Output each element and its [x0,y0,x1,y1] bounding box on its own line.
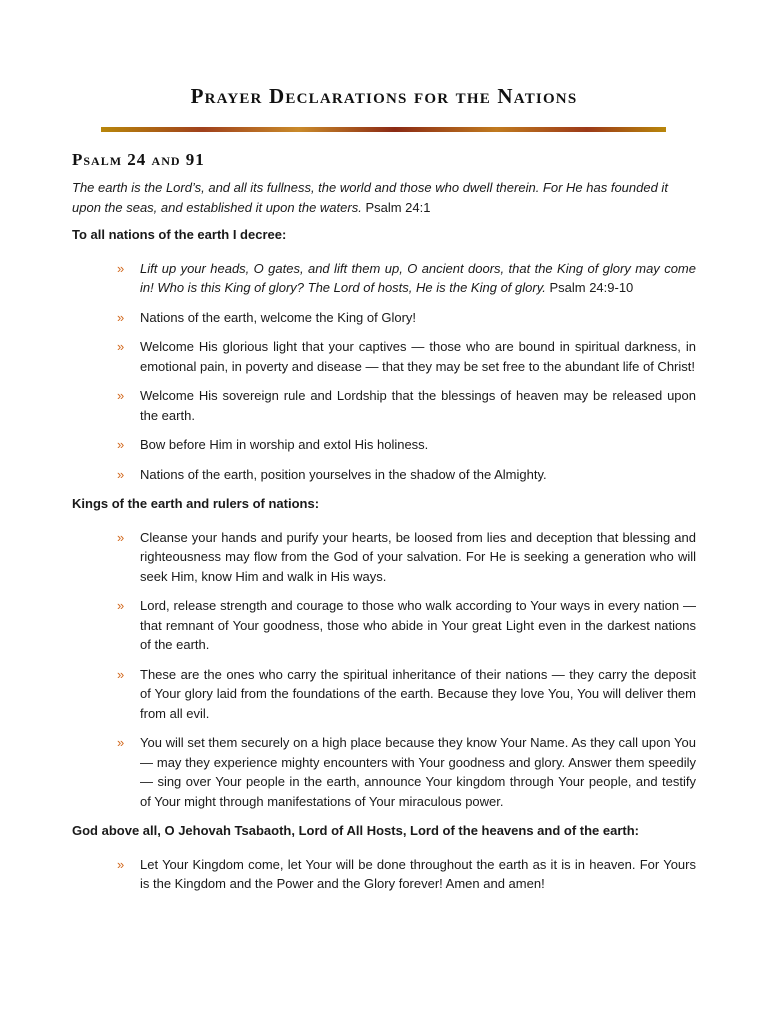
list-item [72,855,696,894]
list-item [72,308,696,328]
declaration-text: These are the ones who carry the spiritual inheritance of their nations — they carry the deposit of Your glory laid from the foundations of the earth. Because they love You, You will deliver them from all evil. [140,666,696,721]
declaration-text: Welcome His sovereign rule and Lordship that the blessings of heaven may be released upon the earth. [140,388,696,423]
decree-heading-god: God above all, O Jehovah Tsabaoth, Lord of All Hosts, Lord of the heavens and of the earth: [72,823,640,838]
declaration-text: Cleanse your hands and purify your hearts, be loosed from lies and deception that blessing and righteousness may flow from the God of your salvation. For He is seeking a generation who will seek Him, know Him and walk in His ways. [140,529,696,584]
chevron-bullet-icon: » [117,529,125,545]
declaration-list-nations [72,259,696,485]
chevron-bullet-icon: » [117,437,125,452]
list-item [72,386,696,425]
declaration-text: Nations of the earth, position yourselves in the shadow of the Almighty. [140,466,547,482]
chevron-bullet-icon: » [117,260,125,276]
declaration-list-god [72,855,696,894]
intro-quote [72,178,696,217]
decorative-rule [101,127,666,132]
list-item [72,528,696,587]
declaration-list-kings [72,528,696,812]
intro-quote-reference: Psalm 24:1 [365,199,431,215]
declaration-text: Bow before Him in worship and extol His holiness. [140,437,429,452]
document-body [72,150,696,904]
declaration-text: Nations of the earth, welcome the King of Glory! [140,309,417,325]
decree-heading-kings: Kings of the earth and rulers of nations: [72,496,320,511]
list-item [72,733,696,811]
list-item [72,259,696,298]
chevron-bullet-icon: » [117,856,125,872]
chevron-bullet-icon: » [117,339,125,354]
list-item [72,665,696,724]
declaration-text: Let Your Kingdom come, let Your will be done throughout the earth as it is in heaven. For Yours is the Kingdom and the Power and the Glory forever! Amen and amen! [140,856,696,891]
intro-quote-text: The earth is the Lord’s, and all its fullness, the world and those who dwell therein. For He has founded it upon the seas, and established it upon the waters. [72,180,668,215]
list-item [72,337,696,376]
scripture-text: Lift up your heads, O gates, and lift them up, O ancient doors, that the King of glory may come in! Who is this King of glory? The Lord of hosts, He is the King of glory. [140,260,696,295]
chevron-bullet-icon: » [117,388,125,403]
chevron-bullet-icon: » [117,666,125,682]
list-item [72,435,696,455]
section-heading: Psalm 24 and 91 [72,150,205,169]
list-item [72,465,696,485]
chevron-bullet-icon: » [117,466,125,482]
page-title: Prayer Declarations for the Nations [190,84,578,108]
declaration-text: Welcome His glorious light that your captives — those who are bound in spiritual darkness, in emotional pain, in poverty and disease — that they may be set free to the abundant life of Christ! [140,339,696,374]
chevron-bullet-icon: » [117,735,125,750]
decree-heading-nations: To all nations of the earth I decree: [72,227,287,242]
list-item [72,596,696,655]
declaration-text: You will set them securely on a high place because they know Your Name. As they call upon You — may they experience mighty encounters with Your goodness and glory. Answer them speedily — sing over Your people in the earth, announce Your kingdom through Your people, and testify of Your might through manifestations of Your miraculous power. [140,735,696,809]
chevron-bullet-icon: » [117,598,125,613]
declaration-text: Lord, release strength and courage to those who walk according to Your ways in every nation — that remnant of Your goodness, those who abide in Your great Light even in the darkest nations of the earth. [140,598,696,652]
chevron-bullet-icon: » [117,309,125,325]
scripture-reference: Psalm 24:9-10 [549,280,634,295]
